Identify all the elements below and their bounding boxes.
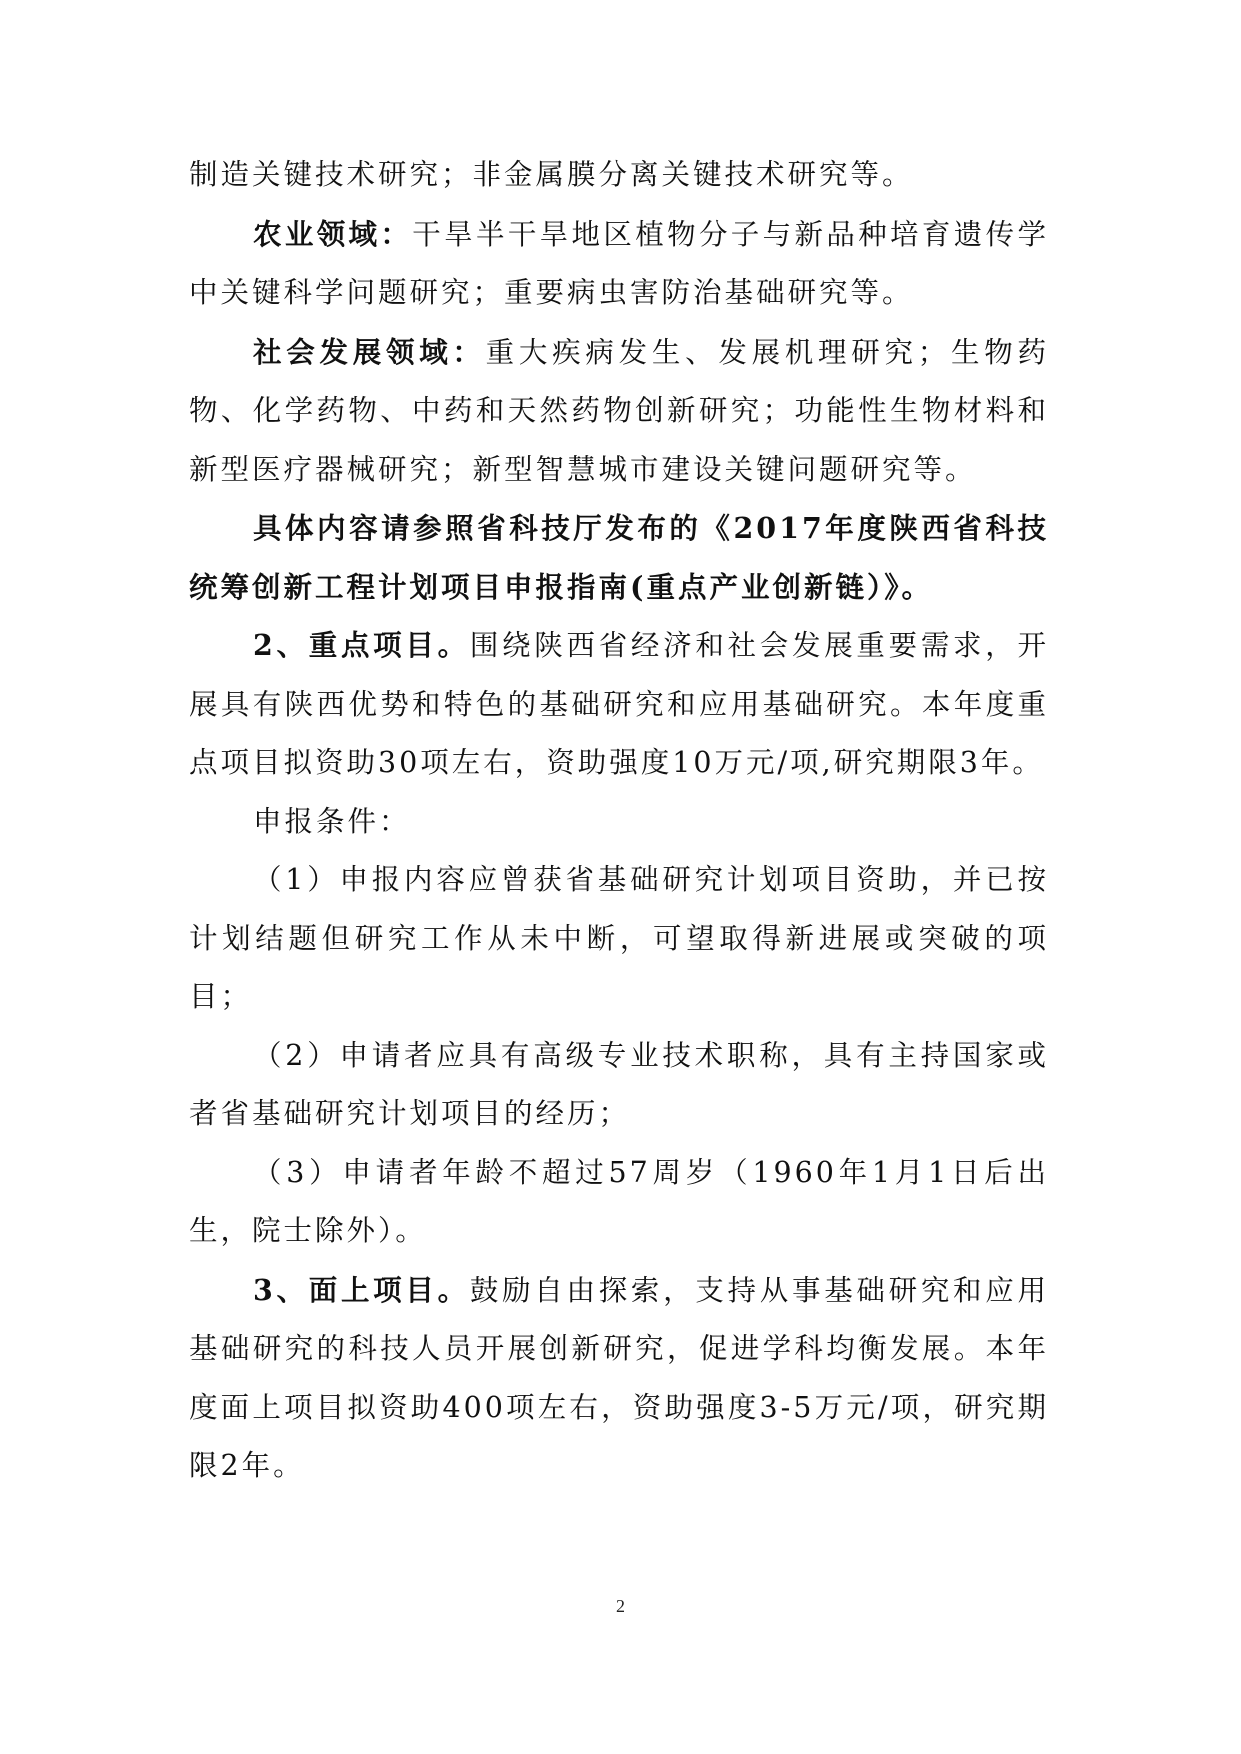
paragraph-continuation <box>189 146 1049 205</box>
paragraph-lead: 社会发展领域： <box>253 334 486 369</box>
paragraph-text: （3）申请者年龄不超过57周岁（1960年1月1日后出生，院士除外）。 <box>189 1155 1049 1247</box>
paragraph-condition-1 <box>189 851 1049 1027</box>
paragraph-condition-2 <box>189 1027 1049 1144</box>
paragraph-lead: 3、面上项目。 <box>253 1272 470 1307</box>
paragraph-text: （1）申报内容应曾获省基础研究计划项目资助，并已按计划结题但研究工作从未中断，可望取得新进展或突破的项目； <box>189 863 1049 1013</box>
paragraph-lead: 农业领域： <box>253 216 413 251</box>
paragraph-social-development <box>189 323 1049 500</box>
paragraph-general-projects <box>189 1261 1049 1496</box>
paragraph-agriculture <box>189 205 1049 323</box>
paragraph-text: 围绕陕西省经济和社会发展重要需求，开展具有陕西优势和特色的基础研究和应用基础研究。本年度重点项目拟资助30项左右，资助强度10万元/项,研究期限3年。 <box>189 629 1049 779</box>
document-page <box>189 146 1049 1496</box>
paragraph-reference-guide <box>189 499 1049 616</box>
page-number: 2 <box>616 1596 625 1616</box>
paragraph-text: （2）申请者应具有高级专业技术职称，具有主持国家或者省基础研究计划项目的经历； <box>189 1038 1049 1130</box>
paragraph-text: 重大疾病发生、发展机理研究；生物药物、化学药物、中药和天然药物创新研究；功能性生物材料和新型医疗器械研究；新型智慧城市建设关键问题研究等。 <box>189 335 1049 486</box>
paragraph-text: 鼓励自由探索，支持从事基础研究和应用基础研究的科技人员开展创新研究，促进学科均衡发展。本年度面上项目拟资助400项左右，资助强度3-5万元/项，研究期限2年。 <box>189 1273 1049 1482</box>
paragraph-text: 制造关键技术研究；非金属膜分离关键技术研究等。 <box>189 158 914 191</box>
paragraph-text: 具体内容请参照省科技厅发布的《2017年度陕西省科技统筹创新工程计划项目申报指南(重点产业创新链）》。 <box>189 511 1049 604</box>
paragraph-conditions-heading <box>189 793 1049 852</box>
paragraph-key-projects <box>189 616 1049 793</box>
paragraph-lead: 2、重点项目。 <box>253 628 470 662</box>
paragraph-condition-3 <box>189 1144 1049 1261</box>
paragraph-text: 干旱半干旱地区植物分子与新品种培育遗传学中关键科学问题研究；重要病虫害防治基础研究等。 <box>189 217 1049 309</box>
paragraph-text: 申报条件： <box>253 804 411 838</box>
